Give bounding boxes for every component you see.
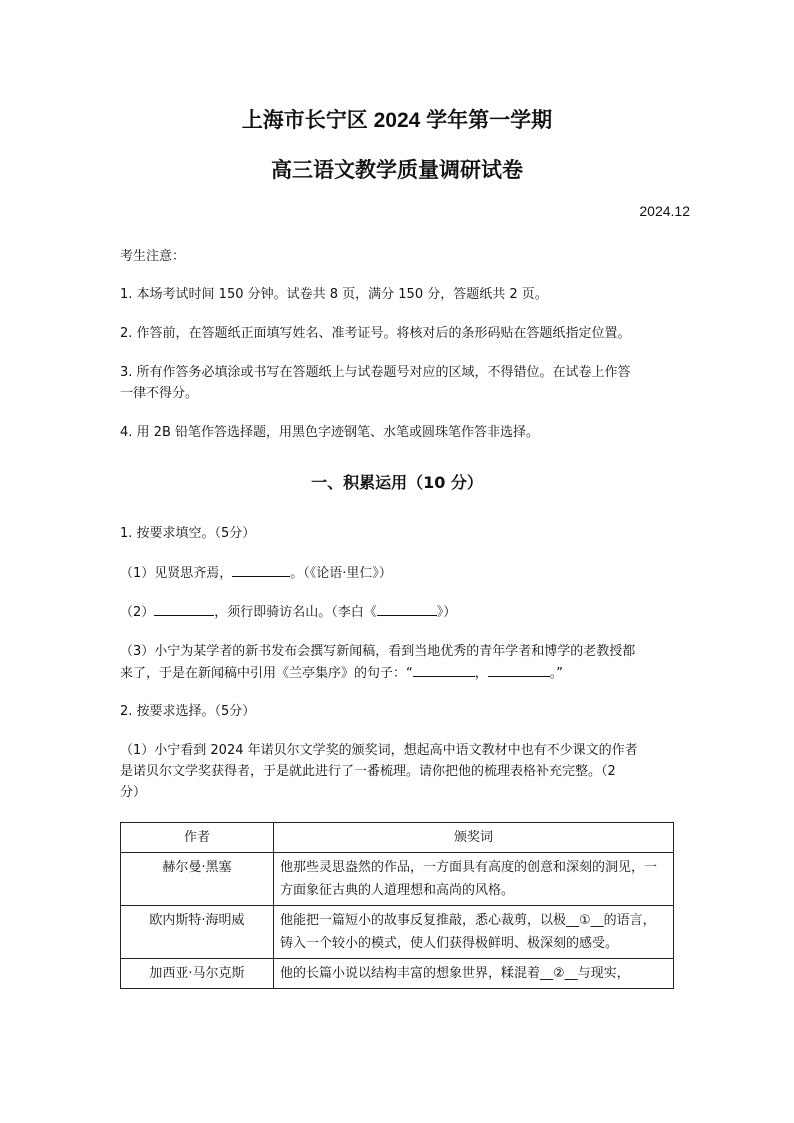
answer-blank[interactable]	[377, 602, 437, 616]
question-1-part-3-line1: （3）小宁为某学者的新书发布会撰写新闻稿，看到当地优秀的青年学者和博学的老教授都	[120, 644, 636, 659]
q1-p2-text-c: 》）	[436, 605, 457, 620]
table-row	[121, 906, 674, 959]
table-row	[121, 959, 674, 989]
question-2-part-1-line3: 分）	[120, 785, 147, 800]
q1-p3-text-c: 。”	[549, 666, 564, 681]
question-2-stem: 2. 按要求选择。（5分）	[120, 704, 256, 719]
notice-heading: 考生注意：	[120, 249, 186, 264]
question-1-part-3-line2	[120, 663, 676, 684]
question-2-part-1-line2: 是诺贝尔文学奖获得者，于是就此进行了一番梳理。请你把他的梳理表格补充完整。（2	[120, 764, 616, 779]
notice-item: 2. 作答前，在答题纸正面填写姓名、准考证号。将核对后的条形码贴在答题纸指定位置。	[120, 326, 631, 341]
table-row	[121, 853, 674, 906]
question-1-part-2	[120, 602, 676, 623]
question-1-part-1	[120, 563, 676, 584]
citation-cell: 他的长篇小说以结构丰富的想象世界，糅混着__②__与现实，	[274, 959, 674, 989]
exam-title-line2: 高三语文教学质量调研试卷	[271, 159, 523, 182]
notice-item: 4. 用 2B 铅笔作答选择题，用黑色字迹钢笔、水笔或圆珠笔作答非选择。	[120, 425, 539, 440]
answer-blank[interactable]	[232, 563, 290, 577]
answer-blank[interactable]	[413, 663, 475, 677]
section-title: 一、积累运用（10 分）	[311, 473, 483, 492]
q1-p1-text-b: 。（《论语·里仁》）	[290, 566, 392, 581]
author-cell: 赫尔曼·黑塞	[121, 853, 274, 906]
answer-blank[interactable]	[154, 602, 214, 616]
citation-cell: 他那些灵思盎然的作品，一方面具有高度的创意和深刻的洞见，一方面象征古典的人道理想和高尚的风格。	[274, 853, 674, 906]
exam-title-line1: 上海市长宁区 2024 学年第一学期	[241, 109, 553, 132]
question-1-stem: 1. 按要求填空。（5分）	[120, 526, 256, 541]
q1-p2-text-a: （2）	[120, 605, 155, 620]
notice-item: 3. 所有作答务必填涂或书写在答题纸上与试卷题号对应的区域，不得错位。在试卷上作答	[120, 365, 631, 380]
notice-item: 1. 本场考试时间 150 分钟。试卷共 8 页，满分 150 分，答题纸共 2 页。	[120, 287, 548, 302]
nobel-table	[120, 822, 674, 989]
q1-p3-text-a: 来了，于是在新闻稿中引用《兰亭集序》的句子：“	[120, 666, 413, 681]
answer-blank[interactable]	[488, 663, 550, 677]
table-header-row	[121, 823, 674, 853]
q1-p2-text-b: ，须行即骑访名山。（李白《	[214, 605, 377, 620]
author-cell: 加西亚·马尔克斯	[121, 959, 274, 989]
question-2-part-1-line1: （1）小宁看到 2024 年诺贝尔文学奖的颁奖词，想起高中语文教材中也有不少课文的作者	[120, 743, 638, 758]
q1-p1-text-a: （1）见贤思齐焉，	[120, 566, 233, 581]
notice-item: 一律不得分。	[120, 386, 199, 401]
author-cell: 欧内斯特·海明威	[121, 906, 274, 959]
q1-p3-text-b: ，	[474, 666, 488, 681]
exam-date: 2024.12	[639, 203, 690, 219]
table-header-author: 作者	[121, 823, 274, 853]
citation-cell: 他能把一篇短小的故事反复推敲，悉心裁剪，以极__①__的语言，铸入一个较小的模式，使人们获得极鲜明、极深刻的感受。	[274, 906, 674, 959]
table-header-citation: 颁奖词	[274, 823, 674, 853]
